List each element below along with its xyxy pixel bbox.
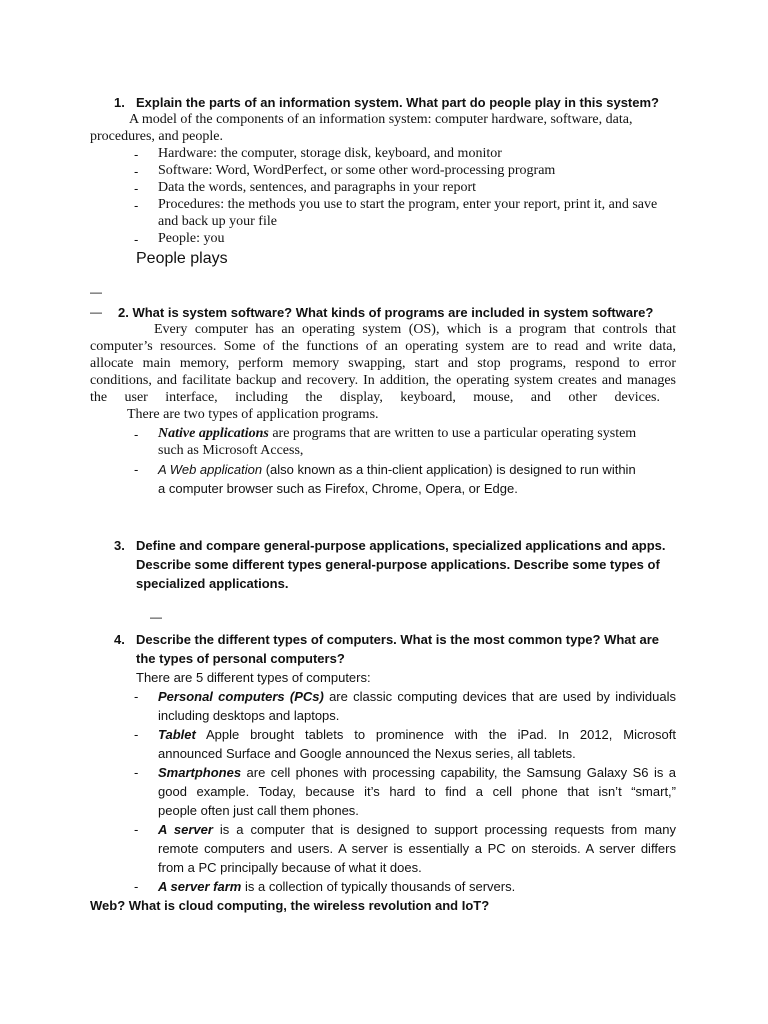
- q4-server-farm-line1: [158, 879, 515, 894]
- native-applications-desc: are programs that are written to use a particular operating system: [268, 426, 637, 441]
- stray-dash: —: [90, 305, 102, 319]
- smartphones-desc: are cell phones with processing capability, the Samsung Galaxy S6 is a: [241, 765, 676, 780]
- people-plays-heading: People plays: [136, 250, 228, 267]
- q4-number: 4.: [114, 632, 125, 647]
- q4-smartphones-line2: good example. Today, because it’s hard to find a cell phone that isn’t “smart,”: [158, 784, 676, 799]
- q1-intro-line1: A model of the components of an information system: computer hardware, software, data,: [129, 112, 633, 127]
- q2-two-types: There are two types of application programs.: [127, 407, 379, 422]
- bullet-dash: -: [134, 765, 139, 780]
- q3-line1: Define and compare general-purpose applications, specialized applications and apps.: [136, 538, 666, 553]
- server-term: A server: [158, 822, 213, 837]
- web-application-term: A Web application: [158, 462, 263, 477]
- bullet-dash: -: [134, 879, 139, 894]
- q2-para-line1: Every computer has an operating system (OS), which is a program that controls that: [154, 322, 676, 337]
- q1-intro-line2: procedures, and people.: [90, 129, 223, 144]
- q1-bullet-procedures: Procedures: the methods you use to start the program, enter your report, print it, and save: [158, 197, 658, 212]
- stray-dash: —: [150, 610, 162, 624]
- server-farm-desc: is a collection of typically thousands of servers.: [241, 879, 516, 894]
- q2-web-line2: a computer browser such as Firefox, Chrome, Opera, or Edge.: [158, 481, 518, 496]
- q4-line1: Describe the different types of computers. What is the most common type? What are: [136, 632, 659, 647]
- smartphones-term: Smartphones: [158, 765, 242, 780]
- q1-bullet-hardware: Hardware: the computer, storage disk, keyboard, and monitor: [158, 146, 502, 161]
- server-farm-term: A server farm: [158, 879, 242, 894]
- q4-pcs-line1: [158, 689, 676, 704]
- q2-web-line1: [158, 462, 636, 477]
- q2-native-line2: such as Microsoft Access,: [158, 443, 304, 458]
- bullet-dash: -: [134, 462, 139, 477]
- q1-bullet-data: Data the words, sentences, and paragraphs in your report: [158, 180, 477, 195]
- q3-line2: Describe some different types general-purpose applications. Describe some types of: [136, 557, 660, 572]
- bullet-dash: -: [134, 147, 139, 162]
- q1-bullet-people: People: you: [158, 231, 225, 246]
- bullet-dash: -: [134, 822, 139, 837]
- q2-para-line4: conditions, and facilitate backup and recovery. In addition, the operating system creates and manages: [90, 373, 676, 388]
- tablet-term: Tablet: [158, 727, 196, 742]
- q4-tablet-line1: [158, 727, 676, 742]
- q2-title: 2. What is system software? What kinds of programs are included in system software?: [118, 305, 654, 320]
- tablet-desc: Apple brought tablets to prominence with the iPad. In 2012, Microsoft: [195, 727, 676, 742]
- q1-number: 1.: [114, 95, 125, 110]
- q2-para-line2: computer’s resources. Some of the functions of an operating system are to read and write data,: [90, 339, 676, 354]
- q5-fragment: Web? What is cloud computing, the wireless revolution and IoT?: [90, 898, 490, 913]
- native-applications-term: Native applications: [158, 426, 269, 441]
- server-desc: is a computer that is designed to support processing requests from many: [212, 822, 676, 837]
- pcs-desc: are classic computing devices that are used by individuals: [323, 689, 676, 704]
- stray-dash: —: [90, 285, 102, 299]
- q3-number: 3.: [114, 538, 125, 553]
- bullet-dash: -: [134, 181, 139, 196]
- q1-bullet-procedures-cont: and back up your file: [158, 214, 277, 229]
- q4-line2: the types of personal computers?: [136, 651, 345, 666]
- bullet-dash: -: [134, 689, 139, 704]
- bullet-dash: -: [134, 198, 139, 213]
- bullet-dash: -: [134, 427, 139, 442]
- q1-bullet-software: Software: Word, WordPerfect, or some other word-processing program: [158, 163, 556, 178]
- bullet-dash: -: [134, 727, 139, 742]
- bullet-dash: -: [134, 232, 139, 247]
- web-application-desc: (also known as a thin-client application) is designed to run within: [262, 462, 636, 477]
- q4-smartphones-line3: people often just call them phones.: [158, 803, 359, 818]
- q2-para-line3: allocate main memory, perform memory swapping, start and stop programs, respond to error: [90, 356, 676, 371]
- q4-server-line2: remote computers and users. A server is essentially a PC on steroids. A server differs: [158, 841, 676, 856]
- q4-server-line1: [158, 822, 676, 837]
- q1-title: Explain the parts of an information system. What part do people play in this system?: [136, 95, 659, 110]
- q2-native-line1: [158, 426, 636, 442]
- q4-smartphones-line1: [158, 765, 676, 780]
- q2-para-line5: the user interface, including the display, keyboard, mouse, and other devices.: [90, 390, 660, 405]
- q4-intro: There are 5 different types of computers:: [136, 670, 371, 685]
- q4-tablet-line2: announced Surface and Google announced the Nexus series, all tablets.: [158, 746, 576, 761]
- q4-pcs-line2: including desktops and laptops.: [158, 708, 340, 723]
- q3-line3: specialized applications.: [136, 576, 289, 591]
- pcs-term: Personal computers (PCs): [158, 689, 324, 704]
- q4-server-line3: from a PC principally because of what it does.: [158, 860, 422, 875]
- bullet-dash: -: [134, 164, 139, 179]
